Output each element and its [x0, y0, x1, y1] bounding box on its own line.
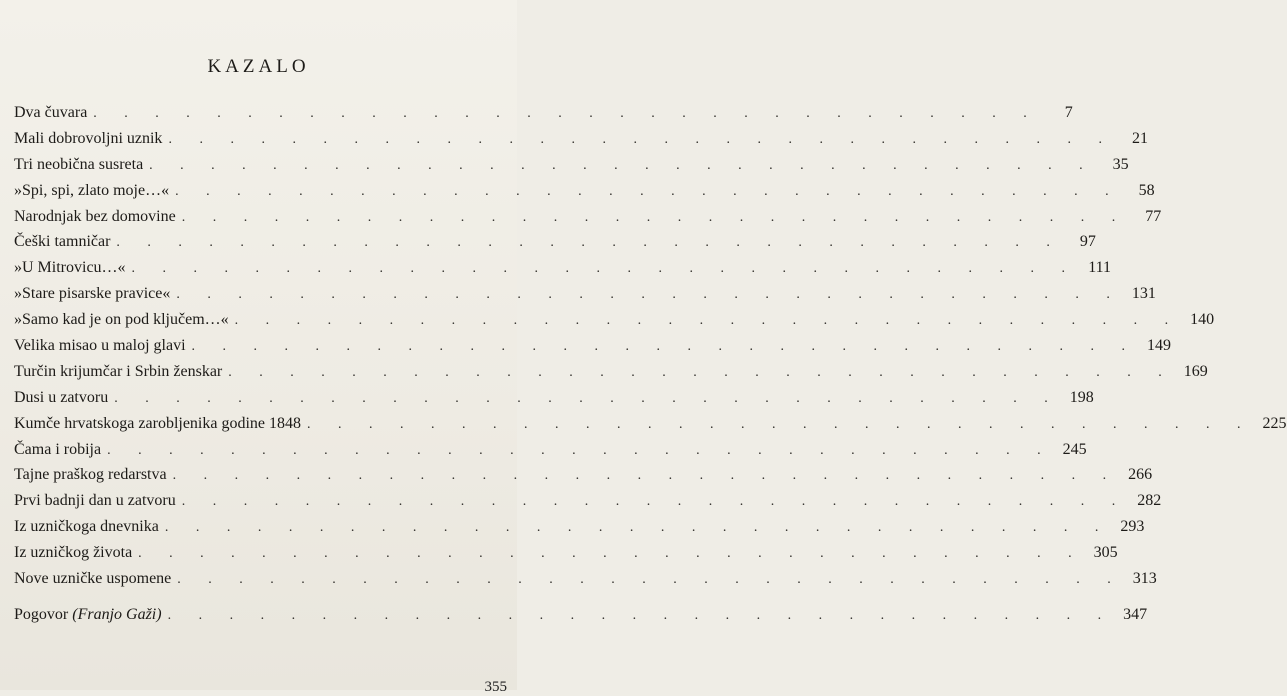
toc-entry — [14, 207, 1162, 234]
toc-entry — [14, 544, 1118, 570]
entry-title: Tajne praškog redarstva — [14, 466, 167, 484]
toc-entry — [14, 570, 1157, 596]
leader-dots: . . . . . . . . . . . . . . . . . . . . . . . . . . . . . . . — [191, 339, 1138, 355]
toc-entry — [14, 518, 1145, 544]
entry-title: Kumče hrvatskoga zarobljenika godine 1848 — [14, 414, 302, 432]
toc-entry — [14, 155, 1129, 182]
entry-page: 97 — [1079, 233, 1096, 251]
entry-page: 225 — [1262, 414, 1287, 432]
entry-page: 347 — [1123, 605, 1148, 623]
entry-page: 266 — [1128, 466, 1153, 484]
entry-page: 21 — [1131, 129, 1148, 147]
leader-dots: . . . . . . . . . . . . . . . . . . . . . . . . . . . . . . . — [172, 468, 1119, 484]
entry-title: Dva čuvara — [14, 104, 88, 121]
entry-page: 131 — [1131, 285, 1156, 303]
toc-entry — [14, 337, 1172, 363]
toc-entry — [14, 492, 1162, 518]
afterword-title: Pogovor — [14, 605, 69, 623]
entry-title: Prvi badnji dan u zatvoru — [14, 492, 176, 510]
toc-entry — [14, 362, 1208, 389]
leader-dots: . . . . . . . . . . . . . . . . . . . . . . . . . . . . . . . — [116, 235, 1062, 251]
toc-entry — [14, 181, 1155, 208]
toc-entry-afterword — [14, 605, 1148, 632]
entry-page: 198 — [1069, 388, 1094, 406]
entry-page: 169 — [1183, 362, 1208, 380]
leader-dots: . . . . . . . . . . . . . . . . . . . . . . . . . . . . . . . — [307, 416, 1253, 432]
leader-dots: . . . . . . . . . . . . . . . . . . . . . . . . . . . . . . . — [93, 106, 1039, 121]
entry-page: 58 — [1138, 181, 1155, 199]
leader-dots: . . . . . . . . . . . . . . . . . . . . . . . . . . . . . . . — [175, 183, 1121, 199]
entry-page: 149 — [1147, 337, 1172, 355]
leader-dots: . . . . . . . . . . . . . . . . . . . . . . . . . . . . . . . — [234, 313, 1181, 329]
entry-page: 7 — [1064, 104, 1073, 121]
entry-page: 282 — [1137, 492, 1162, 510]
entry-page: 77 — [1145, 207, 1162, 225]
entry-title: Turčin krijumčar i Srbin ženskar — [14, 362, 223, 380]
entry-title: Narodnjak bez domovine — [14, 207, 176, 225]
entry-page: 305 — [1093, 544, 1118, 562]
leader-dots: . . . . . . . . . . . . . . . . . . . . . . . . . . . . . . . — [176, 287, 1122, 303]
toc-entry — [14, 285, 1156, 311]
toc-entry — [14, 414, 1287, 441]
entry-title: Iz uzničkog života — [14, 544, 133, 562]
leader-dots: . . . . . . . . . . . . . . . . . . . . . . . . . . . . . . . — [138, 546, 1084, 562]
leader-dots: . . . . . . . . . . . . . . . . . . . . . . . . . . . . . . . — [114, 390, 1060, 406]
entry-title: Dusi u zatvoru — [14, 388, 109, 406]
entry-title: Češki tamničar — [14, 233, 111, 251]
toc-entry — [14, 388, 1094, 415]
toc-entry — [14, 233, 1096, 259]
leader-dots: . . . . . . . . . . . . . . . . . . . . . . . . . . . . . . . — [164, 520, 1111, 536]
page-number: 355 — [484, 679, 507, 695]
table-of-contents — [14, 104, 1287, 632]
leader-dots: . . . . . . . . . . . . . . . . . . . . . . . . . . . . . . . — [181, 209, 1128, 225]
leader-dots: . . . . . . . . . . . . . . . . . . . . . . . . . . . . . . . — [149, 157, 1095, 173]
leader-dots: . . . . . . . . . . . . . . . . . . . . . . . . . . . . . . . — [167, 607, 1114, 623]
entry-title: »U Mitrovicu…« — [14, 259, 126, 277]
leader-dots: . . . . . . . . . . . . . . . . . . . . . . . . . . . . . . . — [181, 494, 1128, 510]
entry-page: 111 — [1088, 259, 1112, 277]
entry-title: Čama i robija — [14, 440, 102, 458]
leader-dots: . . . . . . . . . . . . . . . . . . . . . . . . . . . . . . . — [131, 261, 1078, 277]
afterword-author: (Franjo Gaži) — [72, 605, 162, 623]
entry-title: Iz uzničkoga dnevnika — [14, 518, 159, 536]
leader-dots: . . . . . . . . . . . . . . . . . . . . . . . . . . . . . . . — [168, 131, 1114, 147]
toc-entry — [14, 129, 1148, 156]
entry-title — [14, 606, 162, 624]
entry-page: 140 — [1190, 311, 1215, 329]
leader-dots: . . . . . . . . . . . . . . . . . . . . . . . . . . . . . . . — [177, 572, 1123, 588]
entry-page: 313 — [1132, 570, 1157, 588]
entry-title: Tri neobična susreta — [14, 155, 144, 173]
entry-title: »Samo kad je on pod ključem…« — [14, 311, 229, 329]
entry-title: Velika misao u maloj glavi — [14, 337, 186, 355]
entry-page: 293 — [1120, 518, 1145, 536]
entry-page: 35 — [1112, 155, 1129, 173]
toc-entry — [14, 259, 1112, 285]
leader-dots: . . . . . . . . . . . . . . . . . . . . . . . . . . . . . . . — [107, 442, 1053, 458]
page-title: KAZALO — [207, 56, 310, 77]
entry-title: »Stare pisarske pravice« — [14, 285, 171, 303]
toc-entry — [14, 466, 1153, 492]
toc-entry — [14, 104, 1073, 130]
entry-title: Mali dobrovoljni uznik — [14, 129, 163, 147]
leader-dots: . . . . . . . . . . . . . . . . . . . . . . . . . . . . . . . — [228, 364, 1174, 380]
entry-title: Nove uzničke uspomene — [14, 570, 172, 588]
toc-entry — [14, 311, 1215, 337]
entry-title: »Spi, spi, zlato moje…« — [14, 181, 170, 199]
entry-page: 245 — [1062, 440, 1087, 458]
toc-entry — [14, 440, 1087, 467]
